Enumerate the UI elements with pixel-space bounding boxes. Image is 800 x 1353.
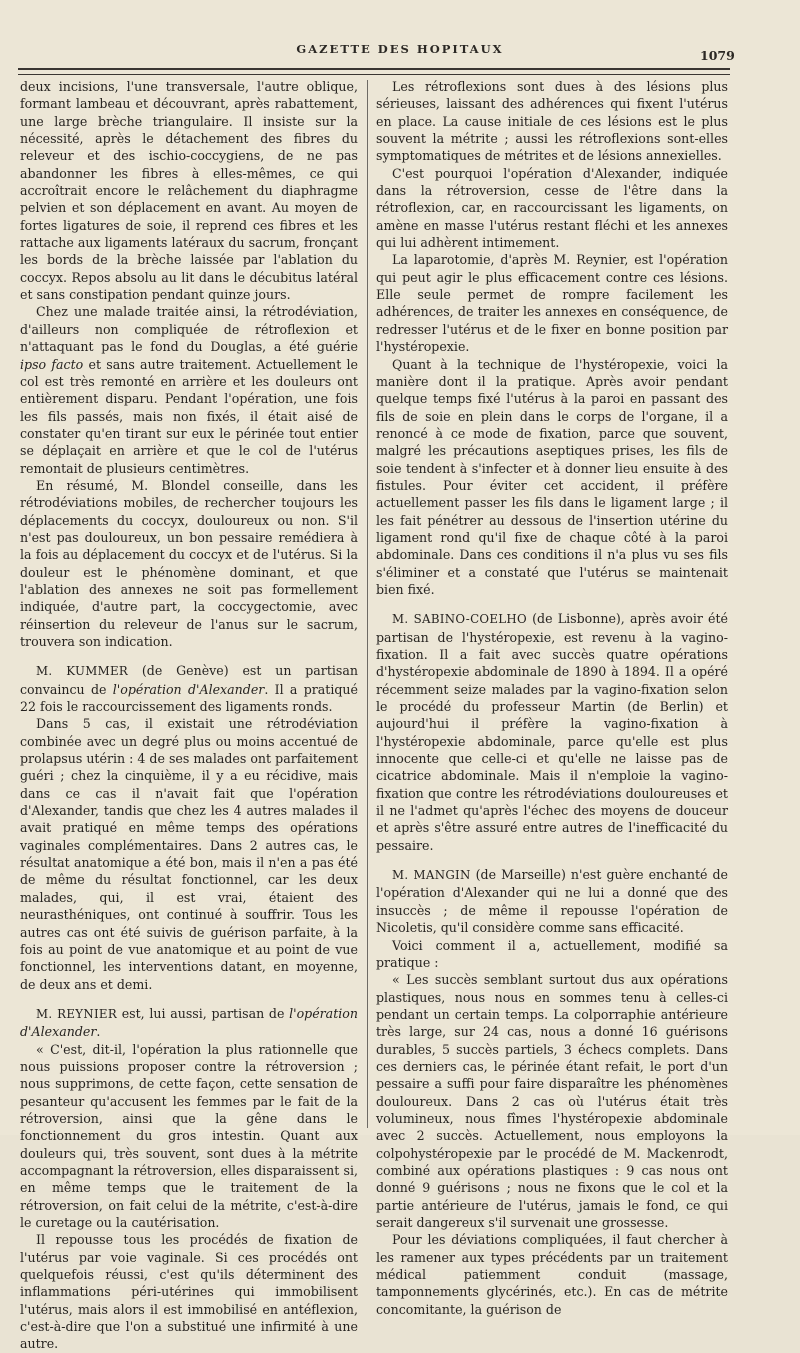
paragraph <box>20 477 358 650</box>
paragraph <box>20 303 358 476</box>
text-run: (de Genève) est un partisan convaincu de <box>20 663 358 697</box>
paragraph <box>376 610 728 854</box>
header-rule-thick <box>18 68 730 70</box>
text-run: « Les succès semblant surtout dus aux opérations plastiques, nous nous en sommes tenu à celles-ci pendant un certain temps. La colporraphie antérieure très large, sur 24 cas, nous a donné 16 guérisons durables, 5 succès partiels, 3 échecs complets. Dans ces derniers cas, le périnée étant refait, le port d'un pessaire a suffi pour faire disparaître les phénomènes douloureux. Dans 2 cas où l'utérus était très volumineux, nous fîmes l'hystéropexie abdominale avec 2 succès. Actuellement, nous employons la colpohystéropexie par le procédé de M. Mackenrodt, combiné aux opérations plastiques : 9 cas nous ont donné 9 guérisons ; nous ne fixons que le col et la partie antérieure de l'utérus, jamais le fond, ce qui serait dangereux s'il survenait une grossesse. <box>376 972 728 1230</box>
italic-text: ipso facto <box>20 356 84 372</box>
text-run: (de Marseille) n'est guère enchanté de l'opération d'Alexander qui ne lui a donné que des insuccès ; de même il repousse l'opération de Nicoletis, qu'il considère comme sans efficacité. <box>376 867 728 936</box>
paragraph <box>20 715 358 993</box>
header-rule-thin <box>18 74 730 75</box>
page-number: 1079 <box>700 48 735 63</box>
text-run: (de Lisbonne), après avoir été partisan de l'hystéropexie, est revenu à la vagino-fixation. Il a fait avec succès quatre opérations d'hystéropexie abdominale de 1890 à 1894. Il a opéré récemment seize malades par la vagino-fixation selon le procédé du professeur Martin (de Berlin) et aujourd'hui il préfère la vagino-fixation à l'hystéropexie abdominale, parce qu'elle est plus innocente que celle-ci et qu'elle ne laisse pas de cicatrice abdominale. Mais il n'emploie la vagino-fixation que contre les rétrodéviations douloureuses et il ne l'admet qu'après l'échec des moyens de douceur et après s'être assuré entre autres de l'inefficacité du pessaire. <box>376 611 728 853</box>
text-run: En résumé, M. Blondel conseille, dans les rétrodéviations mobiles, de rechercher toujours les déplacements du coccyx, douloureux ou non. S'il n'est pas douloureux, un bon pessaire remédiera à la fois au déplacement du coccyx et de l'utérus. Si la douleur est le phénomène dominant, et que l'ablation des annexes ne soit pas formellement indiquée, d'autre part, la coccygectomie, avec réinsertion du releveur de l'anus sur le sacrum, trouvera son indication. <box>20 477 358 649</box>
paragraph <box>20 1005 358 1041</box>
text-run: est, lui aussi, partisan de <box>117 1005 290 1021</box>
text-run: Chez une malade traitée ainsi, la rétrodéviation, d'ailleurs non compliquée de rétroflexion et n'attaquant pas le fond du Douglas, a été guérie <box>20 304 358 355</box>
paragraph <box>376 937 728 972</box>
text-run: . Il a pratiqué 22 fois le raccourcissement des ligaments ronds. <box>20 681 358 715</box>
italic-text: l'opération d'Alexander <box>20 1005 358 1040</box>
paragraph <box>20 1231 358 1352</box>
text-run: C'est pourquoi l'opération d'Alexander, indiquée dans la rétroversion, cesse de l'être dans la rétroflexion, car, en raccourcissant les ligaments, on amène en masse l'utérus restant fléchi et les annexes qui lui adhèrent intimement. <box>376 165 728 251</box>
text-run: deux incisions, l'une transversale, l'autre oblique, formant lambeau et découvrant, après rabattement, une large brèche triangulaire. Il insiste sur la nécessité, après le détachement des fibres du releveur et des ischio-coccygiens, de ne pas abandonner les fibres à elles-mêmes, ce qui accroîtrait encore le relâchement du diaphragme pelvien et son déplacement en avant. Au moyen de fortes ligatures de soie, il reprend ces fibres et les rattache aux ligaments latéraux du sacrum, fronçant les bords de la brèche laissée par l'ablation du coccyx. Repos absolu au lit dans le décubitus latéral et sans constipation pendant quinze jours. <box>20 79 358 303</box>
text-run: Il repousse tous les procédés de fixation de l'utérus par voie vaginale. Si ces procédés ont quelquefois réussi, c'est qu'ils déterminent des inflammations péri-utérines qui immobilisent l'utérus, mais alors il est immobilisé en antéflexion, c'est-à-dire que l'on a substitué une infirmité à une autre. <box>20 1232 358 1352</box>
paragraph <box>376 356 728 599</box>
text-run: . <box>96 1024 101 1040</box>
right-column <box>376 78 728 1318</box>
speaker-name: M. SABINO-COELHO <box>392 612 527 627</box>
text-run: Quant à la technique de l'hystéropexie, voici la manière dont il la pratique. Après avoir pendant quelque temps fixé l'utérus à la paroi en passant des fils de soie en plein dans le corps de l'organe, il a renoncé à ce mode de fixation, parce que souvent, malgré les précautions aseptiques prises, les fils de soie tendent à s'infecter et à donner lieu ensuite à des fistules. Pour éviter cet accident, il préfère actuellement passer les fils dans le ligament large ; il les fait pénétrer au dessous de l'insertion utérine du ligament rond qu'il fixe de chaque côté à la paroi abdominale. Dans ces conditions il n'a plus vu ses fils s'éliminer et a constaté que l'utérus se maintenait bien fixé. <box>376 356 728 597</box>
text-run: Les rétroflexions sont dues à des lésions plus sérieuses, laissant des adhérences qui fixent l'utérus en place. La cause initiale de ces lésions est le plus souvent la métrite ; aussi les rétroflexions sont-elles symptomatiques de métrites et de lésions annexielles. <box>376 79 728 164</box>
text-run: « C'est, dit-il, l'opération la plus rationnelle que nous puissions proposer contre la rétroversion ; nous supprimons, de cette façon, cette sensation de pesanteur qu'accusent les femmes par le fait de la rétroversion, ainsi que la gêne dans le fonctionnement du gros intestin. Quant aux douleurs qui, très souvent, sont dues à la métrite accompagnant la rétroversion, elles disparaissent si, en même temps que le traitement de la rétroversion, on fait celui de la métrite, c'est-à-dire le curetage ou la cautérisation. <box>20 1041 358 1230</box>
paragraph <box>20 78 358 303</box>
page-header-title: GAZETTE DES HOPITAUX <box>296 42 504 56</box>
text-run: La laparotomie, d'après M. Reynier, est l'opération qui peut agir le plus efficacement contre ces lésions. Elle seule permet de rompre facilement les adhérences, de traiter les annexes en conséquence, de redresser l'utérus et de le fixer en bonne position par l'hystéropexie. <box>376 252 728 355</box>
paragraph <box>20 1041 358 1232</box>
text-run: Pour les déviations compliquées, il faut chercher à les ramener aux types précédents par un traitement médical patiemment conduit (massage, tamponnements glycérinés, etc.). En cas de métrite concomitante, la guérison de <box>376 1232 728 1317</box>
paragraph <box>376 866 728 936</box>
paragraph <box>376 251 728 355</box>
italic-text: l'opération d'Alexander <box>112 681 265 697</box>
paragraph <box>376 971 728 1231</box>
paragraph <box>376 78 728 165</box>
speaker-name: M. KUMMER <box>36 664 129 679</box>
text-run: Voici comment il a, actuellement, modifié sa pratique : <box>376 937 728 970</box>
column-divider <box>367 80 368 1128</box>
speaker-name: M. MANGIN <box>392 868 471 883</box>
paragraph <box>20 662 358 715</box>
text-run: et sans autre traitement. Actuellement le col est très remonté en arrière et les douleurs ont entièrement disparu. Pendant l'opération, une fois les fils passés, mais non fixés, il était aisé de constater qu'en tirant sur eux le périnée tout entier se déplaçait en arrière et que le col de l'utérus remontait de plusieurs centimètres. <box>20 356 358 476</box>
speaker-name: M. REYNIER <box>36 1006 118 1021</box>
left-column <box>20 78 358 1353</box>
text-run: Dans 5 cas, il existait une rétrodéviation combinée avec un degré plus ou moins accentué de prolapsus utérin : 4 de ses malades ont parfaitement guéri ; chez la cinquième, il y a eu récidive, mais dans ce cas il n'avait fait que l'opération d'Alexander, tandis que chez les 4 autres malades il avait pratiqué en même temps des opérations vaginales complémentaires. Dans 2 autres cas, le résultat anatomique a été bon, mais il n'en a pas été de même du résultat fonctionnel, car les deux malades, qui, il est vrai, étaient des neurasthéniques, ont continué à souffrir. Tous les autres cas ont été suivis de guérison parfaite, à la fois au point de vue anatomique et au point de vue fonctionnel, les interventions datant, en moyenne, de deux ans et demi. <box>20 716 358 992</box>
paragraph <box>376 165 728 252</box>
paragraph <box>376 1231 728 1318</box>
